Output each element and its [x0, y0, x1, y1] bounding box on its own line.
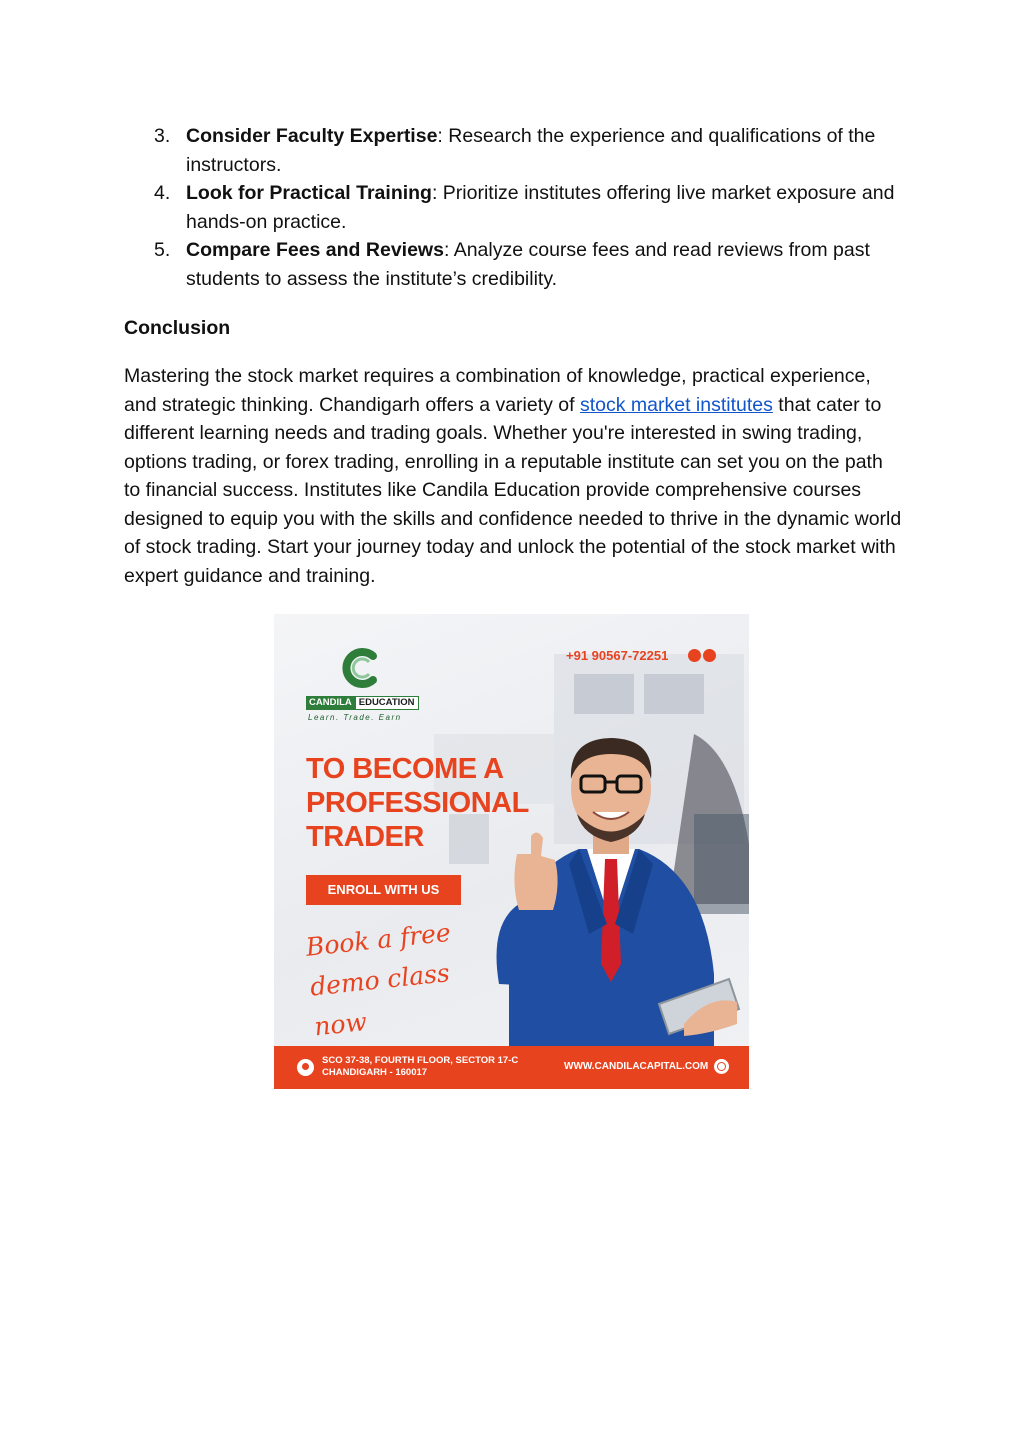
- headline-line: PROFESSIONAL: [306, 787, 529, 819]
- brand-name-part1: CANDILA: [306, 696, 355, 710]
- list-item-title: Consider Faculty Expertise: [186, 125, 438, 147]
- enroll-button: ENROLL WITH US: [306, 875, 461, 905]
- brand-tagline: Learn. Trade. Earn: [308, 713, 402, 722]
- brand-name-part2: EDUCATION: [355, 696, 419, 710]
- list-number: 3.: [154, 125, 171, 147]
- address-line: CHANDIGARH - 160017: [322, 1067, 428, 1078]
- paragraph-text: that cater to different learning needs and trading goals. Whether you're interested in swing trading, options trading, or forex trading, enrolling in a reputable institute can set you on the path to financial success. Institutes like Candila Education provide comprehensive courses designed to equip you with the skills and confidence needed to thrive in the dynamic world of stock trading. Start your journey today and unlock the potential of the stock market with expert guidance and training.: [124, 393, 902, 587]
- stock-market-institutes-link[interactable]: stock market institutes: [579, 393, 773, 416]
- headline-line: TO BECOME A: [306, 753, 504, 785]
- script-line: demo class now: [308, 958, 452, 1042]
- headline-line: TRADER: [306, 821, 424, 853]
- list-item-title: Compare Fees and Reviews: [186, 239, 444, 261]
- tips-list: [124, 122, 904, 293]
- list-item-title: Look for Practical Training: [186, 182, 432, 204]
- logo-wordmark: [306, 696, 419, 710]
- list-item: [124, 122, 904, 179]
- whatsapp-icon: [688, 649, 701, 662]
- location-pin-icon: [297, 1059, 314, 1076]
- list-item-text: : Research the experience and qualifications of the instructors.: [186, 125, 876, 176]
- address: [322, 1055, 518, 1079]
- list-item-text: : Analyze course fees and read reviews from past students to assess the institute’s credibility.: [186, 239, 870, 290]
- paragraph-text: Mastering the stock market requires a combination of knowledge, practical experience, and strategic thinking. Chandigarh offers a variety of: [124, 365, 871, 416]
- phone-icon: [703, 649, 716, 662]
- conclusion-paragraph: [124, 362, 904, 590]
- conclusion-heading: Conclusion: [124, 317, 231, 339]
- list-number: 5.: [154, 239, 171, 261]
- logo-c-icon: [339, 646, 381, 690]
- list-item-text: : Prioritize institutes offering live market exposure and hands-on practice.: [186, 182, 895, 233]
- demo-class-script: [304, 911, 476, 1047]
- list-item: [124, 236, 904, 293]
- phone-number: +91 90567-72251: [566, 648, 669, 663]
- script-line: Book a free: [304, 917, 452, 962]
- address-line: SCO 37-38, FOURTH FLOOR, SECTOR 17-C: [322, 1055, 519, 1066]
- promo-banner-image: [274, 614, 749, 1089]
- businessman-illustration: [469, 724, 749, 1046]
- banner-footer: [274, 1046, 749, 1089]
- website-url: WWW.CANDILACAPITAL.COM: [564, 1061, 709, 1072]
- list-item: [124, 179, 904, 236]
- globe-icon: [714, 1059, 729, 1074]
- list-number: 4.: [154, 182, 171, 204]
